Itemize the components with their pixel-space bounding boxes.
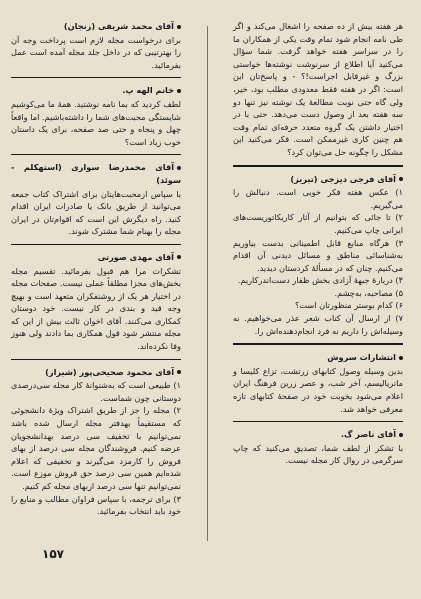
letter-reply-item bbox=[233, 173, 403, 338]
bullet-icon bbox=[177, 89, 181, 93]
reply-text: با سپاس ازمحبت‌هایتان برای اشتراک کتاب جمعه می‌توانید از طریق بانک یا صادرات ایران اقدام کنید. راه دیگرش این است که اقوام‌تان در ایران مجله را بهنام شما مشترک شوند. bbox=[8, 188, 182, 237]
letter-reply-item bbox=[230, 428, 403, 467]
reply-text: لطف کردید که بما نامه نوشتید. همهٔ ما می‌کوشیم شایستگی محبت‌های شما را داشته‌باشیم. اما واقعاً چهل و پنجاه و حتی صد صفحه، برای یک داستان خوب زیاد است؟ bbox=[8, 98, 181, 147]
section-rule bbox=[233, 165, 403, 167]
section-rule bbox=[11, 77, 181, 78]
correspondent-name: آقای محمود صحیحی‌پور (شیراز) bbox=[11, 366, 181, 379]
left-column bbox=[8, 20, 182, 524]
reply-text: ۱) عکس هفته فکر خوبی است. دنبالش را می‌گیریم. ۲) تا جائی که بتوانیم از آثار کاریکاتوریست‌های ایرانی چاپ می‌کنیم. ۳) هرگاه منابع قابل اطمینانی بدست بیاوریم به‌شناسائی مناطق و مسائل دیدنی آن اقدام می‌کنیم. چنان که در مسألهٔ کردستان دیدید. ۴) دربارهٔ جبههٔ آزادی بخش ظفار دست‌اندرکاریم. ۵) مصاحبه، به‌چشم. ۶) کدام بوستر منظورتان است؟ ۷) از ارسال آن کتاب شعر عذر می‌خواهیم. نه وسیله‌اش را داریم نه فرد انجام‌دهنده‌اش را. bbox=[233, 187, 403, 336]
bullet-icon bbox=[177, 25, 181, 29]
bullet-icon bbox=[177, 166, 181, 170]
section-rule bbox=[11, 244, 181, 245]
page-number: ۱۵۷ bbox=[42, 547, 64, 561]
correspondent-name: آقای ناصر گ. bbox=[233, 428, 403, 441]
reply-text: بدین وسیله وصول کتابهای زرتشت، تزاع کلیسا و ماتریالیسم، آخر شب، و عصر زرین فرهنگ ایران اعلام می‌شود بخوبت خود در صفحهٔ کتابهای تازه معرفی خواهد شد. bbox=[230, 365, 403, 414]
column-divider bbox=[207, 26, 208, 541]
section-rule bbox=[11, 154, 181, 155]
letter-reply-item bbox=[8, 84, 181, 148]
reply-text: تشکرات مرا هم قبول بفرمائید. تقسیم مجله بخش‌های مجزا مطلقاً عملی نیست. صفحات مجله در اختیار هر یک از روشنفکران متعهد است و بهیچ وجه قید و بندی در کار نیست. خود دوستان کمکاری می‌کنند. آقای اخوان ثالث بیش از این که مجله منتشر شود قول همکاری بما دادند ولی هنوز وفا نکرده‌اند. bbox=[8, 265, 182, 352]
right-column bbox=[230, 20, 404, 473]
correspondent-name: خانم الهه پ. bbox=[11, 84, 181, 97]
correspondent-name: آقای محمد شریفی (زنجان) bbox=[11, 20, 181, 33]
letter-reply-item bbox=[8, 20, 181, 71]
letter-reply-item bbox=[8, 251, 182, 353]
reply-text: با تشکر از لطف شما، تصدیق می‌کنید که چاپ سرگرمی در روال کار مجله نیست. bbox=[230, 442, 403, 466]
letter-reply-item bbox=[8, 161, 182, 238]
section-rule bbox=[11, 359, 181, 360]
bullet-icon bbox=[177, 370, 181, 374]
section-rule bbox=[233, 421, 403, 422]
bullet-icon bbox=[399, 177, 403, 181]
letter-reply-item bbox=[230, 351, 403, 415]
bullet-icon bbox=[399, 433, 403, 437]
reply-text: برای درخواست مجله لازم است پرداخت وجه آن را بهترتیبی که در داخل جلد مجله آمده است عمل بفرمائید. bbox=[8, 34, 181, 70]
bullet-icon bbox=[177, 255, 181, 259]
correspondent-name: آقای فرجی دیزجی (تبریز) bbox=[233, 173, 403, 186]
correspondent-name: آقای محمدرضا سواری (استهکلم - سوئد) bbox=[11, 162, 181, 185]
reply-text: ۱) طبیعی است که به‌شتوانهٔ کار مجله سی‌درصدی دوستانی چون شماست. ۲) مجله را جز از طریق اشتراک ویژهٔ دانشجوئی که مستقیماً بهدفتر مجله ارسال شده باشد نمی‌توانیم با تخفیف سی درصد بهدانشجویان عرضه کنیم. فروشندگان مجله سی درصد از بهای فروش را کارمزد می‌گیرند و تخفیفی که اعلام شده‌ایم همین سی درصد حق فروش موزع است. نمی‌توانیم تنها سی درصد ازبهای مجله کم کنیم. ۳) برای ترجمه، با سپاس فراوان مطالب و منابع را خود باید انتخاب بفرمائید. bbox=[11, 380, 182, 517]
intro-paragraph: هر هفته بیش از ده صفحه را اشغال می‌کند و اگر طی نامه انجام شود تمام وقت یکی از همکاران ما را در سراسر هفته خواهد گرفت. شما سؤال می‌کنید آیا اطلاع از سرنوشت نوشته‌ها خواستی بزرگ و غیرقابل اجراست!؟ - و پاسخ‌تان این است: اگر در هفته فقط معدودی مطلب بود، خیر، ولی گاه حتی نوبت مطالعهٔ یک نوشته نیز تنها دو سه هفته بعد از وصول دست می‌دهد. حتی با در اختیار داشتن یک گروه متعدد حرفه‌ای تمام وقت هم چنین کاری غیرممکن است. فکر می‌کنید این مشکل را چگونه حل می‌توان کرد؟ bbox=[230, 21, 404, 157]
letter-reply-item bbox=[11, 366, 181, 518]
correspondent-name: انتشارات سروش bbox=[233, 351, 403, 364]
section-rule bbox=[233, 343, 403, 345]
bullet-icon bbox=[399, 356, 403, 360]
correspondent-name: آقای مهدی صورتی bbox=[11, 251, 181, 264]
